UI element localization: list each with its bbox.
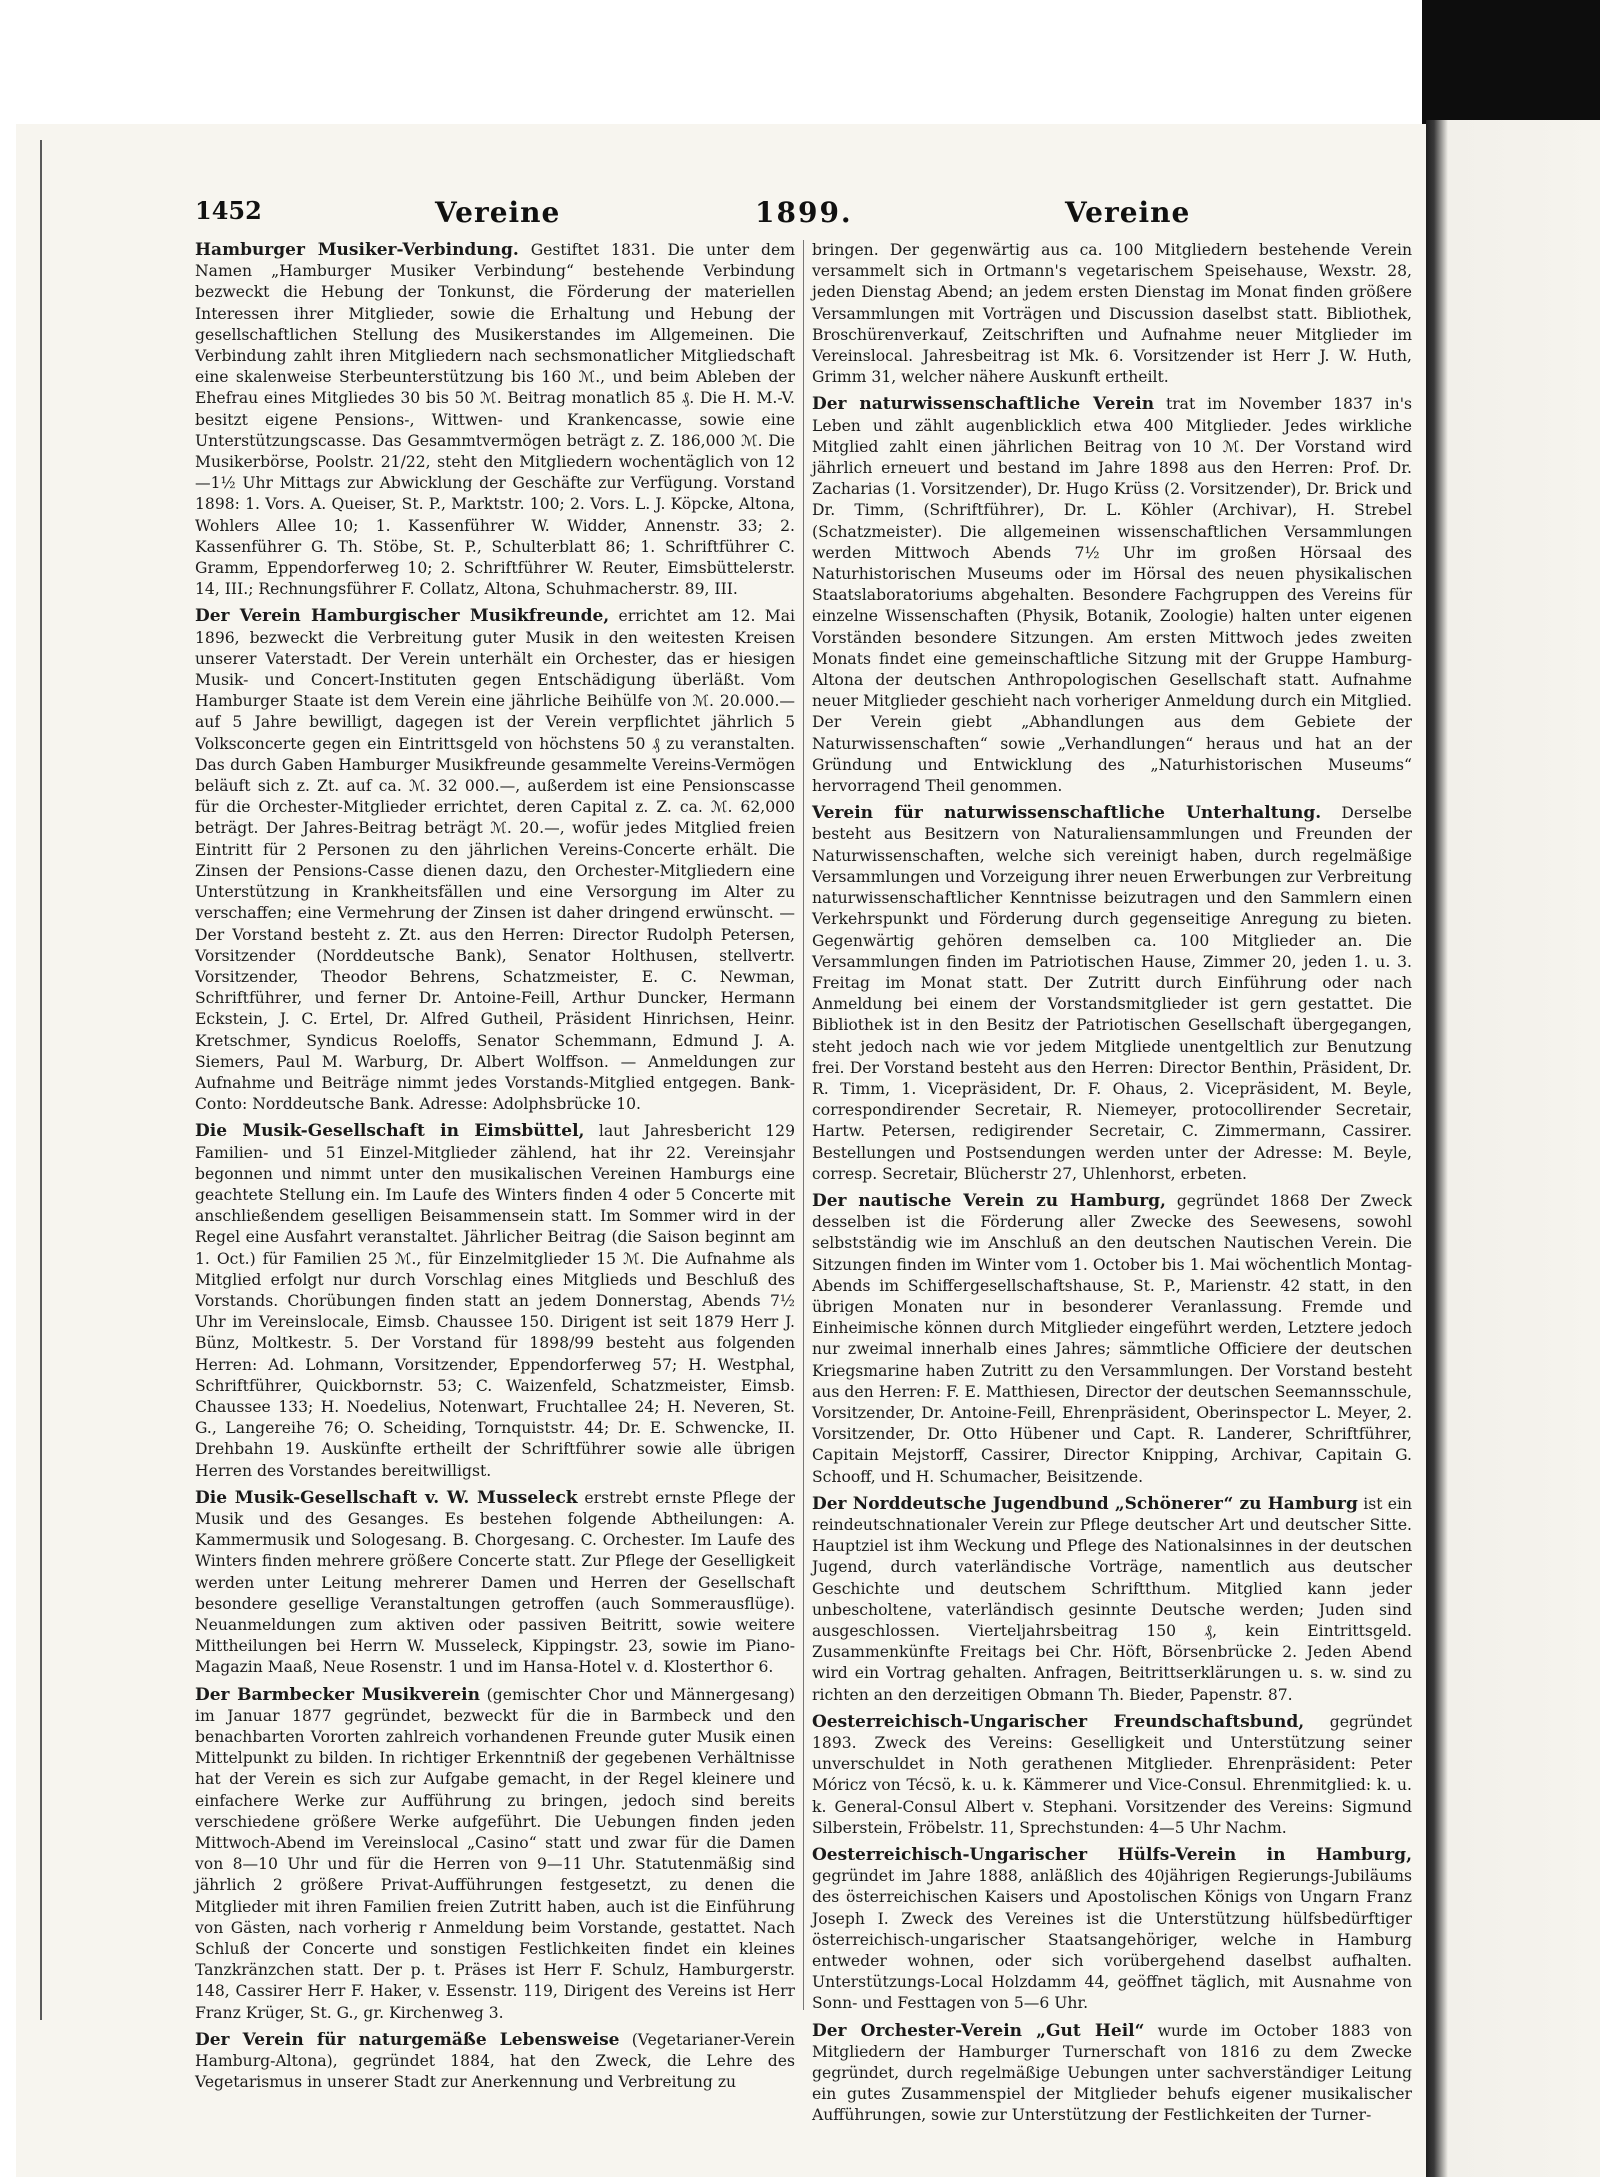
entry-text: (Vegetarianer-Verein Hamburg-Altona), gegründet 1884, hat den Zweck, die Lehre des Vegetarismus in unserer Stadt zur Anerkennung und Verbreitung zu	[195, 2030, 795, 2092]
header-left-title: Vereine	[435, 196, 561, 229]
entry-text: Derselbe besteht aus Besitzern von Naturaliensammlungen und Freunden der Naturwissenschaften, welche sich vereinigt haben, durch regelmäßige Versammlungen und Vorzeigung ihrer neuen Erwerbungen zur Verbreitung naturwissenschaftlicher Kenntnisse beizutragen und den Sammlern einen Verkehrspunkt und Förderung durch gegenseitige Anregung zu bieten. Gegenwärtig gehören demselben ca. 100 Mitglieder an. Die Versammlungen finden im Patriotischen Hause, Zimmer 20, jeden 1. u. 3. Freitag im Monat statt. Der Zutritt durch Einführung oder nach Anmeldung bei einem der Vorstandsmitglieder ist gern gestattet. Die Bibliothek ist in den Besitz der Patriotischen Gesellschaft übergegangen, steht jedoch nach wie vor jedem Mitgliede unentgeltlich zur Benutzung frei. Der Vorstand besteht aus den Herren: Director Benthin, Präsident, Dr. R. Timm, 1. Vicepräsident, Dr. F. Ohaus, 2. Vicepräsident, M. Beyle, correspondirender Secretair, R. Niemeyer, protocollirender Secretair, Hartw. Petersen, redigirender Secretair, C. Zimmermann, Cassirer. Bestellungen und Postsendungen werden unter der Adresse: M. Beyle, corresp. Secretair, Blücherstr 27, Uhlenhorst, erbeten.	[812, 804, 1412, 1183]
entry-naturwissenschaftliche-unterhaltung	[812, 803, 1412, 1185]
entry-title: Hamburger Musiker-Verbindung.	[195, 240, 519, 260]
entry-text: laut Jahresbericht 129 Familien- und 51 Einzel-Mitglieder zählend, hat ihr 22. Vereinsjahr begonnen und nimmt unter den musikalischen Vereinen Hamburgs eine geachtete Stellung ein. Im Laufe des Winters finden 4 oder 5 Concerte mit anschließendem geselligen Beisammensein statt. Im Sommer wird in der Regel eine Ausfahrt veranstaltet. Jährlicher Beitrag (die Saison beginnt am 1. Oct.) für Familien 25 ℳ., für Einzelmitglieder 15 ℳ. Die Aufnahme als Mitglied erfolgt nur durch Vorschlag eines Mitglieds und Beschluß des Vorstands. Chorübungen finden statt an jedem Donnerstag, Abends 7½ Uhr im Vereinslocale, Eimsb. Chaussee 150. Dirigent ist seit 1879 Herr J. Bünz, Moltkestr. 5. Der Vorstand für 1898/99 besteht aus folgenden Herren: Ad. Lohmann, Vorsitzender, Eppendorferweg 57; H. Westphal, Schriftführer, Quickbornstr. 53; C. Waizenfeld, Schatzmeister, Eimsb. Chaussee 133; H. Noedelius, Notenwart, Fruchtallee 24; H. Neveren, St. G., Langereihe 76; O. Scheiding, Tornquiststr. 44; Dr. E. Schwencke, II. Drehbahn 19. Auskünfte ertheilt der Schriftführer sowie alle übrigen Herren des Vorstandes bereitwilligst.	[195, 1122, 795, 1480]
entry-naturwissenschaftlicher-verein	[812, 394, 1412, 797]
entry-title: Der Barmbecker Musikverein	[195, 1684, 480, 1705]
entry-text: erstrebt ernste Pflege der Musik und des Gesanges. Es bestehen folgende Abtheilungen: A. Kammermusik und Sologesang. B. Chorgesang. C. Orchester. Im Laufe des Winters finden mehrere größere Concerte statt. Zur Pflege der Geselligkeit werden unter Leitung mehrerer Damen und Herren der Gesellschaft besondere gesellige Veranstaltungen getroffen (auch Sommerausflüge). Neuanmeldungen zum aktiven oder passiven Beitritt, sowie weitere Mittheilungen bei Herrn W. Musseleck, Kippingstr. 23, sowie im Piano-Magazin Maaß, Neue Rosenstr. 1 und im Hansa-Hotel v. d. Klosterthor 6.	[195, 1488, 795, 1677]
header-year: 1899.	[755, 196, 853, 229]
entry-text: Gestiftet 1831. Die unter dem Namen „Hamburger Musiker Verbindung“ bestehende Verbindung bezweckt die Hebung der Tonkunst, die Förderung der materiellen Interessen ihrer Mitglieder, sowie die Erhaltung und Hebung der gesellschaftlichen Stellung des Musikerstandes im Allgemeinen. Die Verbindung zahlt ihren Mitgliedern nach sechsmonatlicher Mitgliedschaft eine skalenweise Sterbeunterstützung bis 160 ℳ., und beim Ableben der Ehefrau eines Mitgliedes 30 bis 50 ℳ. Beitrag monatlich 85 ₰. Die H. M.-V. besitzt eigene Pensions-, Wittwen- und Krankencasse, sowie eine Unterstützungscasse. Das Gesammtvermögen beträgt z. Z. 186,000 ℳ. Die Musikerbörse, Poolstr. 21/22, steht den Mitgliedern wochentäglich von 12—1½ Uhr Mittags zur Abwicklung der Geschäfte zur Verfügung. Vorstand 1898: 1. Vors. A. Queiser, St. P., Marktstr. 100; 2. Vors. L. J. Köpcke, Altona, Wohlers Allee 10; 1. Kassenführer W. Widder, Annenstr. 33; 2. Kassenführer G. Th. Stöbe, St. P., Schulterblatt 86; 1. Schriftführer C. Gramm, Eppendorferweg 10; 2. Schriftführer W. Reuter, Eimsbüttelerstr. 14, III.; Rechnungsführer F. Collatz, Altona, Schuhmacherstr. 89, III.	[195, 241, 795, 599]
entry-text: bringen. Der gegenwärtig aus ca. 100 Mitgliedern bestehende Verein versammelt sich in Ortmann's vegetarischem Speisehause, Wexstr. 28, jeden Dienstag Abend; an jedem ersten Dienstag im Monat finden größere Versammlungen mit Vorträgen und Discussion daselbst statt. Bibliothek, Broschürenverkauf, Zeitschriften und Aufnahme neuer Mitglieder im Vereinslocal. Jahresbeitrag ist Mk. 6. Vorsitzender ist Herr J. W. Huth, Grimm 31, welcher nähere Auskunft ertheilt.	[812, 241, 1412, 387]
entry-huelfs-verein	[812, 1845, 1412, 2015]
entry-text: errichtet am 12. Mai 1896, bezweckt die Verbreitung guter Musik in den weitesten Kreisen unserer Vaterstadt. Der Verein unterhält ein Orchester, das er hiesigen Musik- und Concert-Instituten gegen Entschädigung überläßt. Vom Hamburger Staate ist dem Verein eine jährliche Beihülfe von ℳ. 20.000.— auf 5 Jahre bewilligt, dagegen ist der Verein verpflichtet jährlich 5 Volksconcerte gegen ein Eintrittsgeld von höchstens 50 ₰ zu veranstalten. Das durch Gaben Hamburger Musikfreunde gesammelte Vereins-Vermögen beläuft sich z. Zt. auf ca. ℳ. 32 000.—, außerdem ist eine Pensionscasse für die Orchester-Mitglieder errichtet, deren Capital z. Z. ca. ℳ. 62,000 beträgt. Der Jahres-Beitrag beträgt ℳ. 20.—, wofür jedes Mitglied freien Eintritt für 2 Personen zu den jährlichen Vereins-Concerte erhält. Die Zinsen der Pensions-Casse dienen dazu, den Orchester-Mitgliedern eine Unterstützung in Krankheitsfällen und eine Versorgung im Alter zu verschaffen; eine Vermehrung der Zinsen ist daher dringend erwünscht. — Der Vorstand besteht z. Zt. aus den Herren: Director Rudolph Petersen, Vorsitzender (Norddeutsche Bank), Senator Holthusen, stellvertr. Vorsitzender, Theodor Behrens, Schatzmeister, E. C. Newman, Schriftführer, und ferner Dr. Antoine-Feill, Arthur Duncker, Hermann Eckstein, J. C. Ertel, Dr. Alfred Gutheil, Präsident Hinrichsen, Heinr. Kretschmer, Syndicus Roeloffs, Senator Schemmann, Edmund J. A. Siemers, Paul M. Warburg, Dr. Albert Wolffson. — Anmeldungen zur Aufnahme und Beiträge nimmt jedes Vorstands-Mitglied entgegen. Bank-Conto: Norddeutsche Bank. Adresse: Adolphsbrücke 10.	[195, 607, 795, 1114]
entry-norddeutscher-jugendbund	[812, 1494, 1412, 1706]
entry-title: Oesterreichisch-Ungarischer Freundschaftsbund,	[812, 1711, 1305, 1732]
entry-nautischer-verein	[812, 1191, 1412, 1488]
neighbor-page-edge	[1426, 120, 1600, 2177]
entry-hamburger-musiker-verbindung	[195, 240, 795, 600]
page-header	[195, 196, 1415, 236]
entry-title: Der nautische Verein zu Hamburg,	[812, 1190, 1166, 1211]
right-column	[812, 240, 1413, 2125]
entry-title: Die Musik-Gesellschaft in Eimsbüttel,	[195, 1121, 585, 1142]
entry-title: Die Musik-Gesellschaft v. W. Musseleck	[195, 1487, 578, 1508]
entry-text: gegründet 1893. Zweck des Vereins: Geselligkeit und Unterstützung seiner unverschuldet in Noth gerathenen Mitglieder. Ehrenpräsident: Peter Móricz von Técsö, k. u. k. Kämmerer und Vice-Consul. Ehrenmitglied: k. u. k. General-Consul Albert v. Stephani. Vorsitzender des Vereins: Sigmund Silberstein, Fröbelstr. 11, Sprechstunden: 4—5 Uhr Nachm.	[812, 1712, 1412, 1837]
entry-continuation	[812, 240, 1412, 388]
entry-text: ist ein reindeutschnationaler Verein zur Pflege deutscher Art und deutscher Sitte. Hauptziel ist ihm Weckung und Pflege des Nationalsinnes in der deutschen Jugend, durch vaterländische Vorträge, namentlich aus deutscher Geschichte und deutschem Schriftthum. Mitglied kann jeder unbescholtene, vaterländisch gesinnte Deutsche werden; Juden sind ausgeschlossen. Vierteljahrsbeitrag 150 ₰, kein Eintrittsgeld. Zusammenkünfte Freitags bei Chr. Höft, Börsenbrücke 2. Jeden Abend wird ein Vortrag gehalten. Anfragen, Beitrittserklärungen u. s. w. sind zu richten an den derzeitigen Obmann Th. Bieder, Papenstr. 87.	[812, 1494, 1413, 1704]
entry-text: (gemischter Chor und Männergesang) im Januar 1877 gegründet, bezweckt für die in Barmbeck und den benachbarten Vororten zahlreich vorhandenen Freunde guter Musik einen Mittelpunkt zu bilden. In richtiger Erkenntniß der gegebenen Verhältnisse hat der Verein es sich zur Aufgabe gemacht, in der Regel kleinere und einfachere Werke zur Aufführung zu bringen, jedoch sind bereits verschiedene größere Werke aufgeführt. Die Uebungen finden jeden Mittwoch-Abend im Vereinslocal „Casino“ statt und zwar für die Damen von 8—10 Uhr und für die Herren von 9—11 Uhr. Statutenmäßig sind jährlich 2 größere Privat-Aufführungen festgesetzt, zu denen die Mitglieder mit ihren Familien freien Zutritt haben, auch ist die Einführung von Gästen, nach vorherig r Anmeldung beim Vorstande, gestattet. Nach Schluß der Concerte und sonstigen Festlichkeiten findet ein kleines Tanzkränzchen statt. Der p. t. Präses ist Herr F. Schulz, Hamburgerstr. 148, Cassirer Herr F. Haker, v. Essenstr. 119, Dirigent des Vereins ist Herr Franz Krüger, St. G., gr. Kirchenweg 3.	[195, 1685, 795, 2022]
entry-title: Der Verein für naturgemäße Lebensweise	[195, 2029, 620, 2050]
entry-title: Der Norddeutsche Jugendbund „Schönerer“ zu Hamburg	[812, 1493, 1358, 1514]
header-right-title: Vereine	[1065, 196, 1191, 229]
dark-background	[1422, 0, 1600, 140]
page-border-line	[40, 140, 42, 2020]
entry-musik-gesellschaft-eimsbuettel	[195, 1121, 795, 1481]
entry-title: Der Orchester-Verein „Gut Heil“	[812, 2020, 1145, 2041]
entry-verein-hamburgischer-musikfreunde	[195, 606, 795, 1115]
entry-musik-gesellschaft-musseleck	[195, 1488, 795, 1679]
entry-title: Der Verein Hamburgischer Musikfreunde,	[195, 606, 610, 627]
entry-title: Der naturwissenschaftliche Verein	[812, 394, 1155, 415]
entry-text: trat im November 1837 in's Leben und zählt augenblicklich etwa 400 Mitglieder. Jedes wirkliche Mitglied zahlt einen jährlichen Beitrag von 10 ℳ. Der Vorstand wird jährlich erneuert und bestand im Jahre 1898 aus den Herren: Prof. Dr. Zacharias (1. Vorsitzender), Dr. Hugo Krüss (2. Vorsitzender), Dr. Brick und Dr. Timm, (Schriftführer), Dr. L. Köhler (Archivar), H. Strebel (Schatzmeister). Die allgemeinen wissenschaftlichen Versammlungen werden Mittwoch Abends 7½ Uhr im großen Hörsaal des Naturhistorischen Museums oder im Hörsal des neuen physikalischen Staatslaboratoriums abgehalten. Besondere Fachgruppen des Vereins für einzelne Wissenschaften (Physik, Botanik, Zoologie) halten unter eigenen Vorständen besondere Sitzungen. Am ersten Mittwoch jedes zweiten Monats findet eine gemeinschaftliche Sitzung mit der Gruppe Hamburg-Altona der deutschen Anthropologischen Gesellschaft statt. Aufnahme neuer Mitglieder geschieht nach vorheriger Anmeldung durch ein Mitglied. Der Verein giebt „Abhandlungen aus dem Gebiete der Naturwissenschaften“ sowie „Verhandlungen“ heraus und hat an der Gründung und Entwicklung des „Naturhistorischen Museums“ hervorragend Theil genommen.	[812, 395, 1412, 796]
entry-freundschaftsbund	[812, 1712, 1412, 1839]
page-number: 1452	[195, 196, 262, 225]
entry-text: wurde im October 1883 von Mitgliedern der Hamburger Turnerschaft von 1816 zu dem Zwecke gegründet, durch regelmäßige Uebungen unter sachverständiger Leitung ein gutes Zusammenspiel der Mitglieder behufs eigener musikalischer Aufführungen, sowie zur Unterstützung der Festlichkeiten der Turner-	[812, 2021, 1412, 2125]
entry-barmbecker-musikverein	[195, 1685, 795, 2024]
entry-text: gegründet im Jahre 1888, anläßlich des 40jährigen Regierungs-Jubiläums des österreichischen Kaisers und Apostolischen Königs von Ungarn Franz Joseph I. Zweck des Vereines ist die Unterstützung hülfsbedürftiger österreichisch-ungarischer Staatsangehöriger, welche in Hamburg entweder wohnen, oder sich vorübergehend daselbst aufhalten. Unterstützungs-Local Holzdamm 44, geöffnet täglich, mit Ausnahme von Sonn- und Festtagen von 5—6 Uhr.	[812, 1867, 1412, 2013]
entry-title: Verein für naturwissenschaftliche Unterhaltung.	[812, 803, 1322, 824]
entry-title: Oesterreichisch-Ungarischer Hülfs-Verein in Hamburg,	[812, 1845, 1412, 1866]
entry-orchester-verein-gut-heil	[812, 2021, 1412, 2127]
entry-text: gegründet 1868 Der Zweck desselben ist die Förderung aller Zwecke des Seewesens, sowohl selbstständig wie im Anschluß an den deutschen Nautischen Verein. Die Sitzungen finden im Winter vom 1. October bis 1. Mai wöchentlich Montag-Abends im Schiffergesellschaftshause, St. P., Marienstr. 42 statt, in den übrigen Monaten nur in besonderer Veranlassung. Fremde und Einheimische können durch Mitglieder eingeführt werden, Letztere jedoch nur zweimal innerhalb eines Jahres; sämmtliche Officiere der deutschen Kriegsmarine haben Zutritt zu den Versammlungen. Der Vorstand besteht aus den Herren: F. E. Matthiesen, Director der deutschen Seemannsschule, Vorsitzender, Dr. Antoine-Feill, Ehrenpräsident, Oberinspector L. Meyer, 2. Vorsitzender, Dr. Otto Hübener und Capt. R. Landerer, Schriftführer, Capitain Mejstorff, Cassirer, Director Knipping, Archivar, Capitain G. Schooff, und H. Schumacher, Beisitzende.	[812, 1191, 1412, 1486]
left-column	[195, 240, 804, 2092]
entry-verein-naturgemaesse-lebensweise	[195, 2030, 795, 2094]
